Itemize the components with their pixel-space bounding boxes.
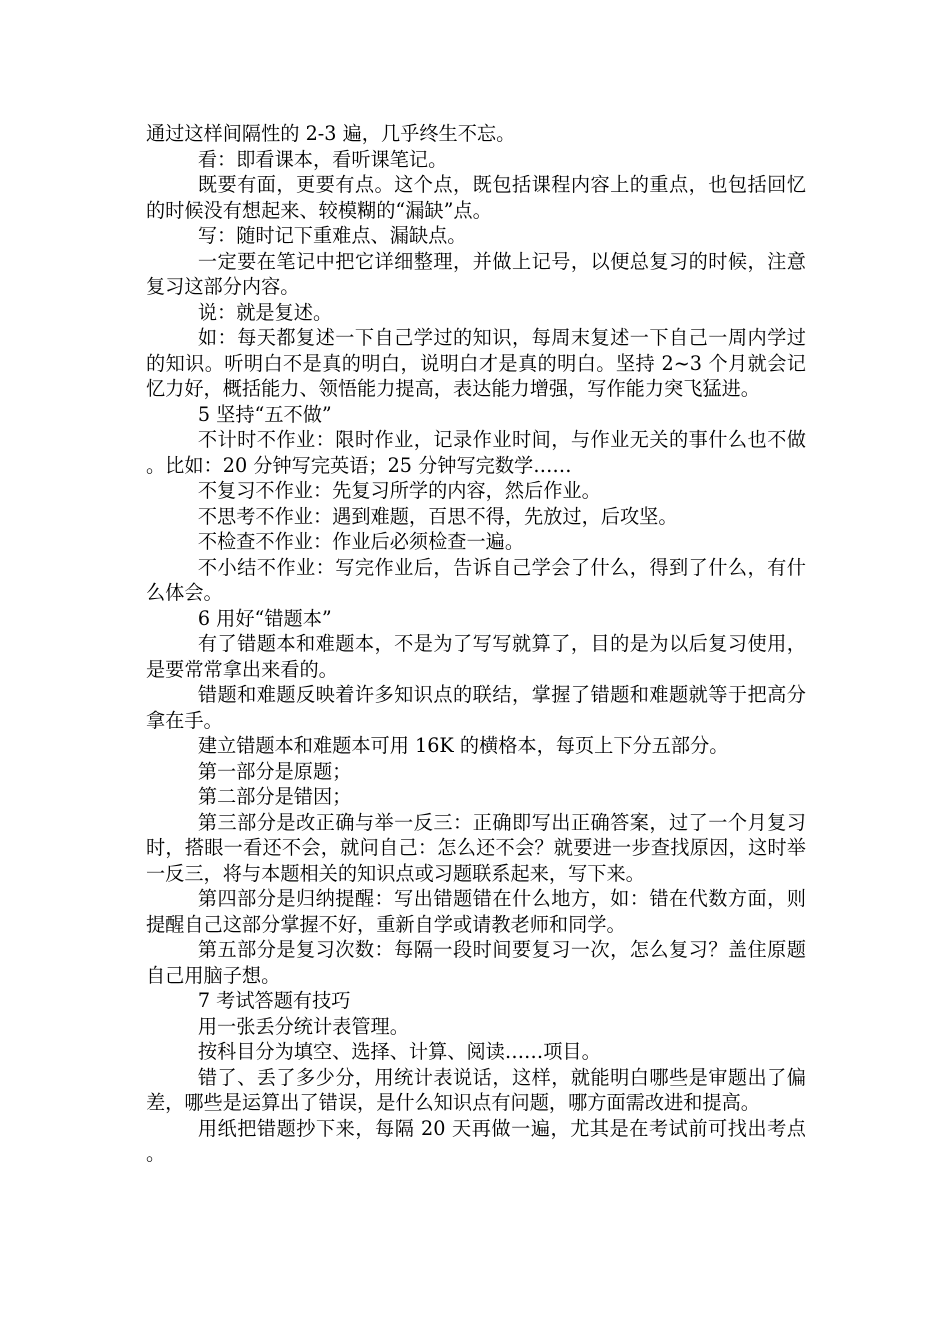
paragraph: 如：每天都复述一下自己学过的知识，每周末复述一下自己一周内学过的知识。听明白不是真的明白，说明白才是真的明白。坚持 2~3 个月就会记忆力好，概括能力、领悟能力提高，表达能力增强，写作能力突飞猛进。 (146, 326, 806, 400)
paragraph: 第五部分是复习次数：每隔一段时间要复习一次，怎么复习？盖住原题自己用脑子想。 (146, 938, 806, 987)
paragraph: 不复习不作业：先复习所学的内容，然后作业。 (197, 479, 601, 502)
paragraph: 第四部分是归纳提醒：写出错题错在什么地方，如：错在代数方面，则提醒自己这部分掌握不好，重新自学或请教老师和同学。 (146, 887, 806, 936)
paragraph: 一定要在笔记中把它详细整理，并做上记号，以便总复习的时候，注意复习这部分内容。 (146, 249, 806, 298)
paragraph: 不思考不作业：遇到难题，百思不得，先放过，后攻坚。 (197, 504, 678, 528)
paragraph: 第三部分是改正确与举一反三：正确即写出正确答案，过了一个月复习时，搭眼一看还不会，就问自己：怎么还不会？就要进一步查找原因，这时举一反三，将与本题相关的知识点或习题联系起来，写下来。 (146, 810, 806, 885)
paragraph: 说：就是复述。 (197, 300, 333, 324)
paragraph: 有了错题本和难题本，不是为了写写就算了，目的是为以后复习使用，是要常常拿出来看的。 (146, 632, 806, 681)
paragraph: 建立错题本和难题本可用 16K 的横格本，每页上下分五部分。 (197, 734, 729, 757)
paragraph: 错题和难题反映着许多知识点的联结，掌握了错题和难题就等于把高分拿在手。 (146, 683, 806, 732)
paragraph: 用一张丢分统计表管理。 (197, 1014, 409, 1038)
paragraph: 第一部分是原题； (197, 759, 352, 783)
paragraph: 既要有面，更要有点。这个点，既包括课程内容上的重点，也包括回忆的时候没有想起来、较模糊的“漏缺”点。 (146, 173, 806, 222)
paragraph: 用纸把错题抄下来，每隔 20 天再做一遍，尤其是在考试前可找出考点。 (146, 1116, 806, 1165)
section-heading: 6 用好“错题本” (197, 606, 332, 630)
paragraph: 写：随时记下重难点、漏缺点。 (197, 224, 467, 247)
section-heading: 5 坚持“五不做” (197, 402, 332, 426)
paragraph: 错了、丢了多少分，用统计表说话，这样，就能明白哪些是审题出了偏差，哪些是运算出了错误，是什么知识点有问题，哪方面需改进和提高。 (146, 1065, 806, 1114)
paragraph: 看：即看课本，看听课笔记。 (197, 147, 448, 171)
paragraph: 通过这样间隔性的 2-3 遍，几乎终生不忘。 (146, 122, 516, 145)
paragraph: 不检查不作业：作业后必须检查一遍。 (197, 530, 525, 553)
paragraph: 第二部分是错因； (197, 785, 352, 808)
paragraph: 按科目分为填空、选择、计算、阅读……项目。 (197, 1040, 601, 1063)
section-heading: 7 考试答题有技巧 (197, 989, 351, 1012)
paragraph: 不小结不作业：写完作业后，告诉自己学会了什么，得到了什么，有什么体会。 (146, 555, 806, 604)
paragraph: 不计时不作业：限时作业，记录作业时间，与作业无关的事什么也不做。比如：20 分钟写完英语；25 分钟写完数学…… (146, 428, 806, 477)
document-page (146, 121, 806, 1167)
